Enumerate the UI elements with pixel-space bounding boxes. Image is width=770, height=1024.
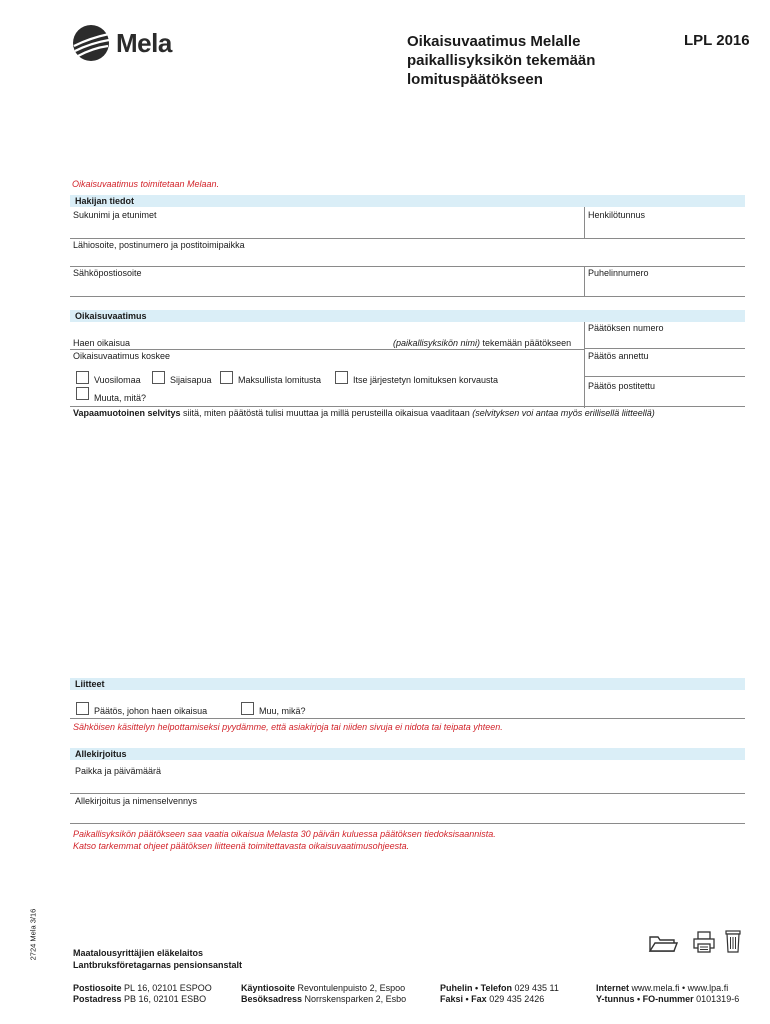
attachment-decision-label: Päätös, johon haen oikaisua — [94, 706, 208, 716]
option-sijaisapu-checkbox[interactable] — [152, 371, 165, 384]
decision-given-field[interactable] — [590, 362, 740, 375]
option-other-field[interactable] — [160, 391, 580, 404]
section-signature-title: Allekirjoitus — [75, 749, 127, 759]
footer-visit — [241, 983, 406, 1005]
footer-fax-value: 029 435 2426 — [486, 994, 545, 1004]
footer-postal-fi — [73, 983, 212, 994]
option-korvaus-label: Itse järjestetyn lomituksen korvausta — [353, 375, 499, 385]
option-vuosiloma-label: Vuosilomaa — [94, 375, 141, 385]
unit-name-hint: (paikallisyksikön nimi) — [393, 338, 481, 348]
decision-number-field[interactable] — [590, 334, 740, 347]
footer-phone-value: 029 435 11 — [512, 983, 559, 993]
divider — [70, 266, 745, 267]
section-attachments-header — [70, 678, 745, 690]
email-label: Sähköpostiosoite — [73, 268, 142, 278]
mela-logo-text: Mela — [116, 28, 172, 58]
place-date-label: Paikka ja päivämäärä — [75, 766, 162, 776]
email-field[interactable] — [74, 280, 579, 294]
footer-postal-fi-label: Postiosoite — [73, 983, 122, 993]
applying-label: Haen oikaisua — [73, 338, 131, 348]
divider — [584, 348, 745, 349]
footer-ytunnus-label: Y-tunnus • FO-nummer — [596, 994, 694, 1004]
footer-phone — [440, 983, 559, 1005]
name-label: Sukunimi ja etunimet — [73, 210, 157, 220]
deadline-note-line2: Katso tarkemmat ohjeet päätöksen liitteenä toimitettavasta oikaisuvaatimusohjeesta. — [73, 841, 410, 851]
footer-fax-label: Faksi • Fax — [440, 994, 487, 1004]
footer-postal-sv — [73, 994, 212, 1005]
address-field[interactable] — [74, 252, 739, 266]
divider — [70, 349, 584, 350]
option-maksullinen-checkbox[interactable] — [220, 371, 233, 384]
option-maksullinen-label: Maksullista lomitusta — [238, 375, 322, 385]
section-attachments-title: Liitteet — [75, 679, 105, 689]
form-title-line2: paikallisyksikön tekemään — [407, 52, 596, 69]
footer-web-value[interactable]: www.mela.fi • www.lpa.fi — [629, 983, 729, 993]
option-other-label: Muuta, mitä? — [94, 393, 147, 403]
footer-web — [596, 983, 739, 1005]
unit-name-field[interactable] — [140, 336, 390, 349]
footer-phone-label: Puhelin • Telefon — [440, 983, 512, 993]
footer-icons — [648, 928, 743, 956]
free-text-area[interactable] — [73, 422, 743, 672]
footer-org-sv: Lantbruksföretagarnas pensionsanstalt — [73, 960, 243, 970]
free-text-italic: (selvityksen voi antaa myös erillisellä liitteellä) — [472, 408, 655, 418]
footer-visit-fi-label: Käyntiosoite — [241, 983, 296, 993]
unit-decision-suffix: tekemään päätökseen — [480, 338, 572, 348]
divider — [70, 238, 745, 239]
footer-fax-row — [440, 994, 559, 1005]
form-side-code: 2724 Mela 3/16 — [28, 908, 38, 961]
footer-visit-sv-value: Norrskensparken 2, Esbo — [302, 994, 407, 1004]
address-label: Lähiosoite, postinumero ja postitoimipaikka — [73, 240, 245, 250]
attachment-other-field[interactable] — [315, 704, 740, 717]
decision-mailed-label: Päätös postitettu — [588, 381, 656, 391]
decision-mailed-field[interactable] — [590, 393, 740, 406]
decision-given-label: Päätös annettu — [588, 351, 649, 361]
footer-web-label: Internet — [596, 983, 630, 993]
attachment-note: Sähköisen käsittelyn helpottamiseksi pyydämme, että asiakirjoja tai niiden sivuja ei nidota tai teipata yhteen. — [73, 722, 503, 732]
form-code: LPL 2016 — [684, 32, 750, 49]
footer-postal-fi-value: PL 16, 02101 ESPOO — [121, 983, 212, 993]
mela-logo — [72, 24, 182, 64]
divider — [70, 718, 745, 719]
section-claim-title: Oikaisuvaatimus — [75, 311, 147, 321]
print-icon[interactable] — [692, 930, 716, 954]
id-field[interactable] — [590, 222, 740, 236]
phone-label: Puhelinnumero — [588, 268, 649, 278]
mela-logo-icon — [72, 24, 110, 62]
submission-notice: Oikaisuvaatimus toimitetaan Melaan. — [72, 179, 220, 189]
footer-postal-sv-value: PB 16, 02101 ESBO — [121, 994, 207, 1004]
form-title — [407, 32, 595, 89]
attachment-other-checkbox[interactable] — [241, 702, 254, 715]
footer-web-row — [596, 983, 739, 994]
footer-org-fi: Maatalousyrittäjien eläkelaitos — [73, 948, 204, 958]
footer-ytunnus-value: 0101319-6 — [693, 994, 740, 1004]
option-sijaisapu-label: Sijaisapua — [170, 375, 212, 385]
attachment-other-label: Muu, mikä? — [259, 706, 306, 716]
form-title-line1: Oikaisuvaatimus Melalle — [407, 33, 581, 50]
divider — [70, 823, 745, 824]
trash-icon[interactable] — [724, 928, 742, 954]
divider — [584, 322, 585, 408]
place-date-field[interactable] — [76, 778, 736, 792]
divider — [70, 296, 745, 297]
attachment-decision-checkbox[interactable] — [76, 702, 89, 715]
divider — [584, 266, 585, 296]
divider — [70, 406, 745, 407]
free-text-instruction — [73, 408, 655, 418]
signature-field[interactable] — [76, 808, 736, 822]
signature-label: Allekirjoitus ja nimenselvennys — [75, 796, 198, 806]
free-text-bold: Vapaamuotoinen selvitys — [73, 408, 181, 418]
divider — [584, 376, 745, 377]
footer-phone-row — [440, 983, 559, 994]
deadline-note-line1: Paikallisyksikön päätökseen saa vaatia oikaisua Melasta 30 päivän kuluessa päätöksen tiedoksisaannista. — [73, 829, 496, 839]
form-title-line3: lomituspäätökseen — [407, 71, 543, 88]
divider — [584, 207, 585, 238]
footer-visit-fi — [241, 983, 406, 994]
footer-visit-fi-value: Revontulenpuisto 2, Espoo — [295, 983, 406, 993]
option-vuosiloma-checkbox[interactable] — [76, 371, 89, 384]
folder-icon[interactable] — [648, 932, 678, 954]
phone-field[interactable] — [590, 280, 740, 294]
decision-number-label: Päätöksen numero — [588, 323, 664, 333]
footer-postal-sv-label: Postadress — [73, 994, 122, 1004]
name-field[interactable] — [74, 222, 579, 236]
concerns-label: Oikaisuvaatimus koskee — [73, 351, 171, 361]
section-signature-header — [70, 748, 745, 760]
free-text-rest: siitä, miten päätöstä tulisi muuttaa ja millä perusteilla oikaisua vaaditaan — [180, 408, 473, 418]
footer-visit-sv — [241, 994, 406, 1005]
id-label: Henkilötunnus — [588, 210, 646, 220]
footer-ytunnus-row — [596, 994, 739, 1005]
section-applicant-title: Hakijan tiedot — [75, 196, 135, 206]
footer-postal — [73, 983, 212, 1005]
option-other-checkbox[interactable] — [76, 387, 89, 400]
section-claim-header — [70, 310, 745, 322]
option-korvaus-checkbox[interactable] — [335, 371, 348, 384]
unit-decision-text — [393, 338, 571, 348]
footer-visit-sv-label: Besöksadress — [241, 994, 303, 1004]
divider — [70, 793, 745, 794]
section-applicant-header — [70, 195, 745, 207]
